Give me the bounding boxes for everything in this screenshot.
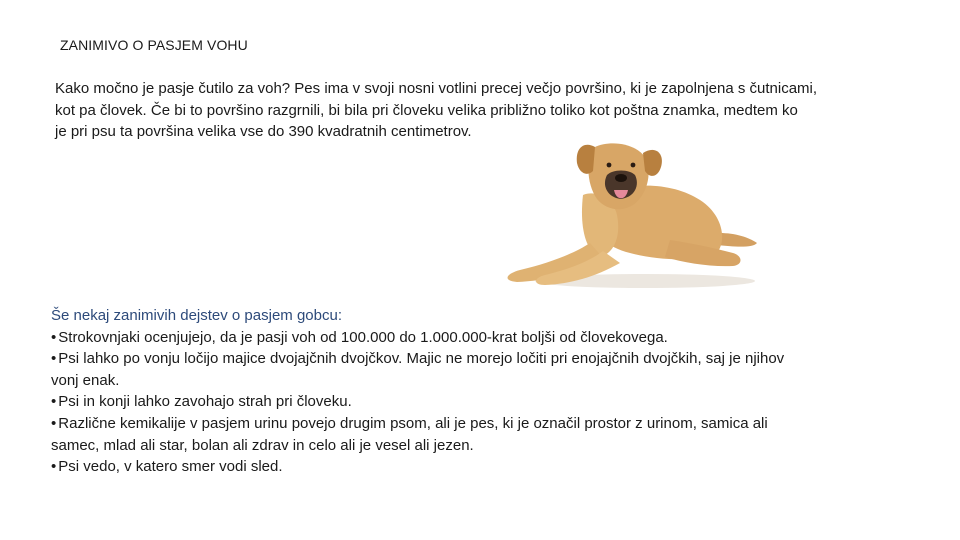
page-title: ZANIMIVO O PASJEM VOHU <box>60 37 248 53</box>
intro-paragraph <box>55 78 895 143</box>
fact-item <box>51 456 891 478</box>
intro-line: je pri psu ta površina velika vse do 390 kvadratnih centimetrov. <box>55 123 472 140</box>
bullet: • <box>51 328 57 346</box>
dog-eye <box>631 163 636 168</box>
intro-line: Kako močno je pasje čutilo za voh? Pes ima v svoji nosni votlini precej večjo površino, ki je zapolnjena s čutnicami, <box>55 80 818 97</box>
bullet: • <box>51 393 57 411</box>
fact-line: Psi lahko po vonju ločijo majice dvojajčnih dvojčkov. Majic ne morejo ločiti pri enojajčnih dvojčkih, saj je njihov <box>58 350 785 368</box>
dog-nose <box>615 174 627 182</box>
dog-eye <box>607 163 612 168</box>
bullet: • <box>51 350 57 368</box>
fact-item <box>51 348 891 391</box>
fact-line: samec, mlad ali star, bolan ali zdrav in celo ali je vesel ali jezen. <box>51 436 474 454</box>
dog-photo <box>495 135 760 290</box>
bullet: • <box>51 414 57 432</box>
bullet: • <box>51 458 57 476</box>
fact-line: Različne kemikalije v pasjem urinu povejo drugim psom, ali je pes, ki je označil prostor z urinom, samica ali <box>58 414 768 432</box>
fact-line: vonj enak. <box>51 371 120 389</box>
dog-ear <box>643 150 662 176</box>
fact-item <box>51 391 891 413</box>
dog-ear <box>577 145 595 174</box>
fact-line: Strokovnjaki ocenjujejo, da je pasji voh od 100.000 do 1.000.000-krat boljši od človekovega. <box>58 328 668 346</box>
fact-line: Psi in konji lahko zavohajo strah pri človeku. <box>58 393 352 411</box>
facts-section <box>51 305 891 478</box>
fact-item <box>51 413 891 456</box>
fact-item <box>51 327 891 349</box>
intro-line: kot pa človek. Če bi to površino razgrnili, bi bila pri človeku velika približno toliko kot poštna znamka, medtem ko <box>55 101 798 119</box>
fact-line: Psi vedo, v katero smer vodi sled. <box>58 458 283 476</box>
facts-heading: Še nekaj zanimivih dejstev o pasjem gobcu: <box>51 307 342 324</box>
